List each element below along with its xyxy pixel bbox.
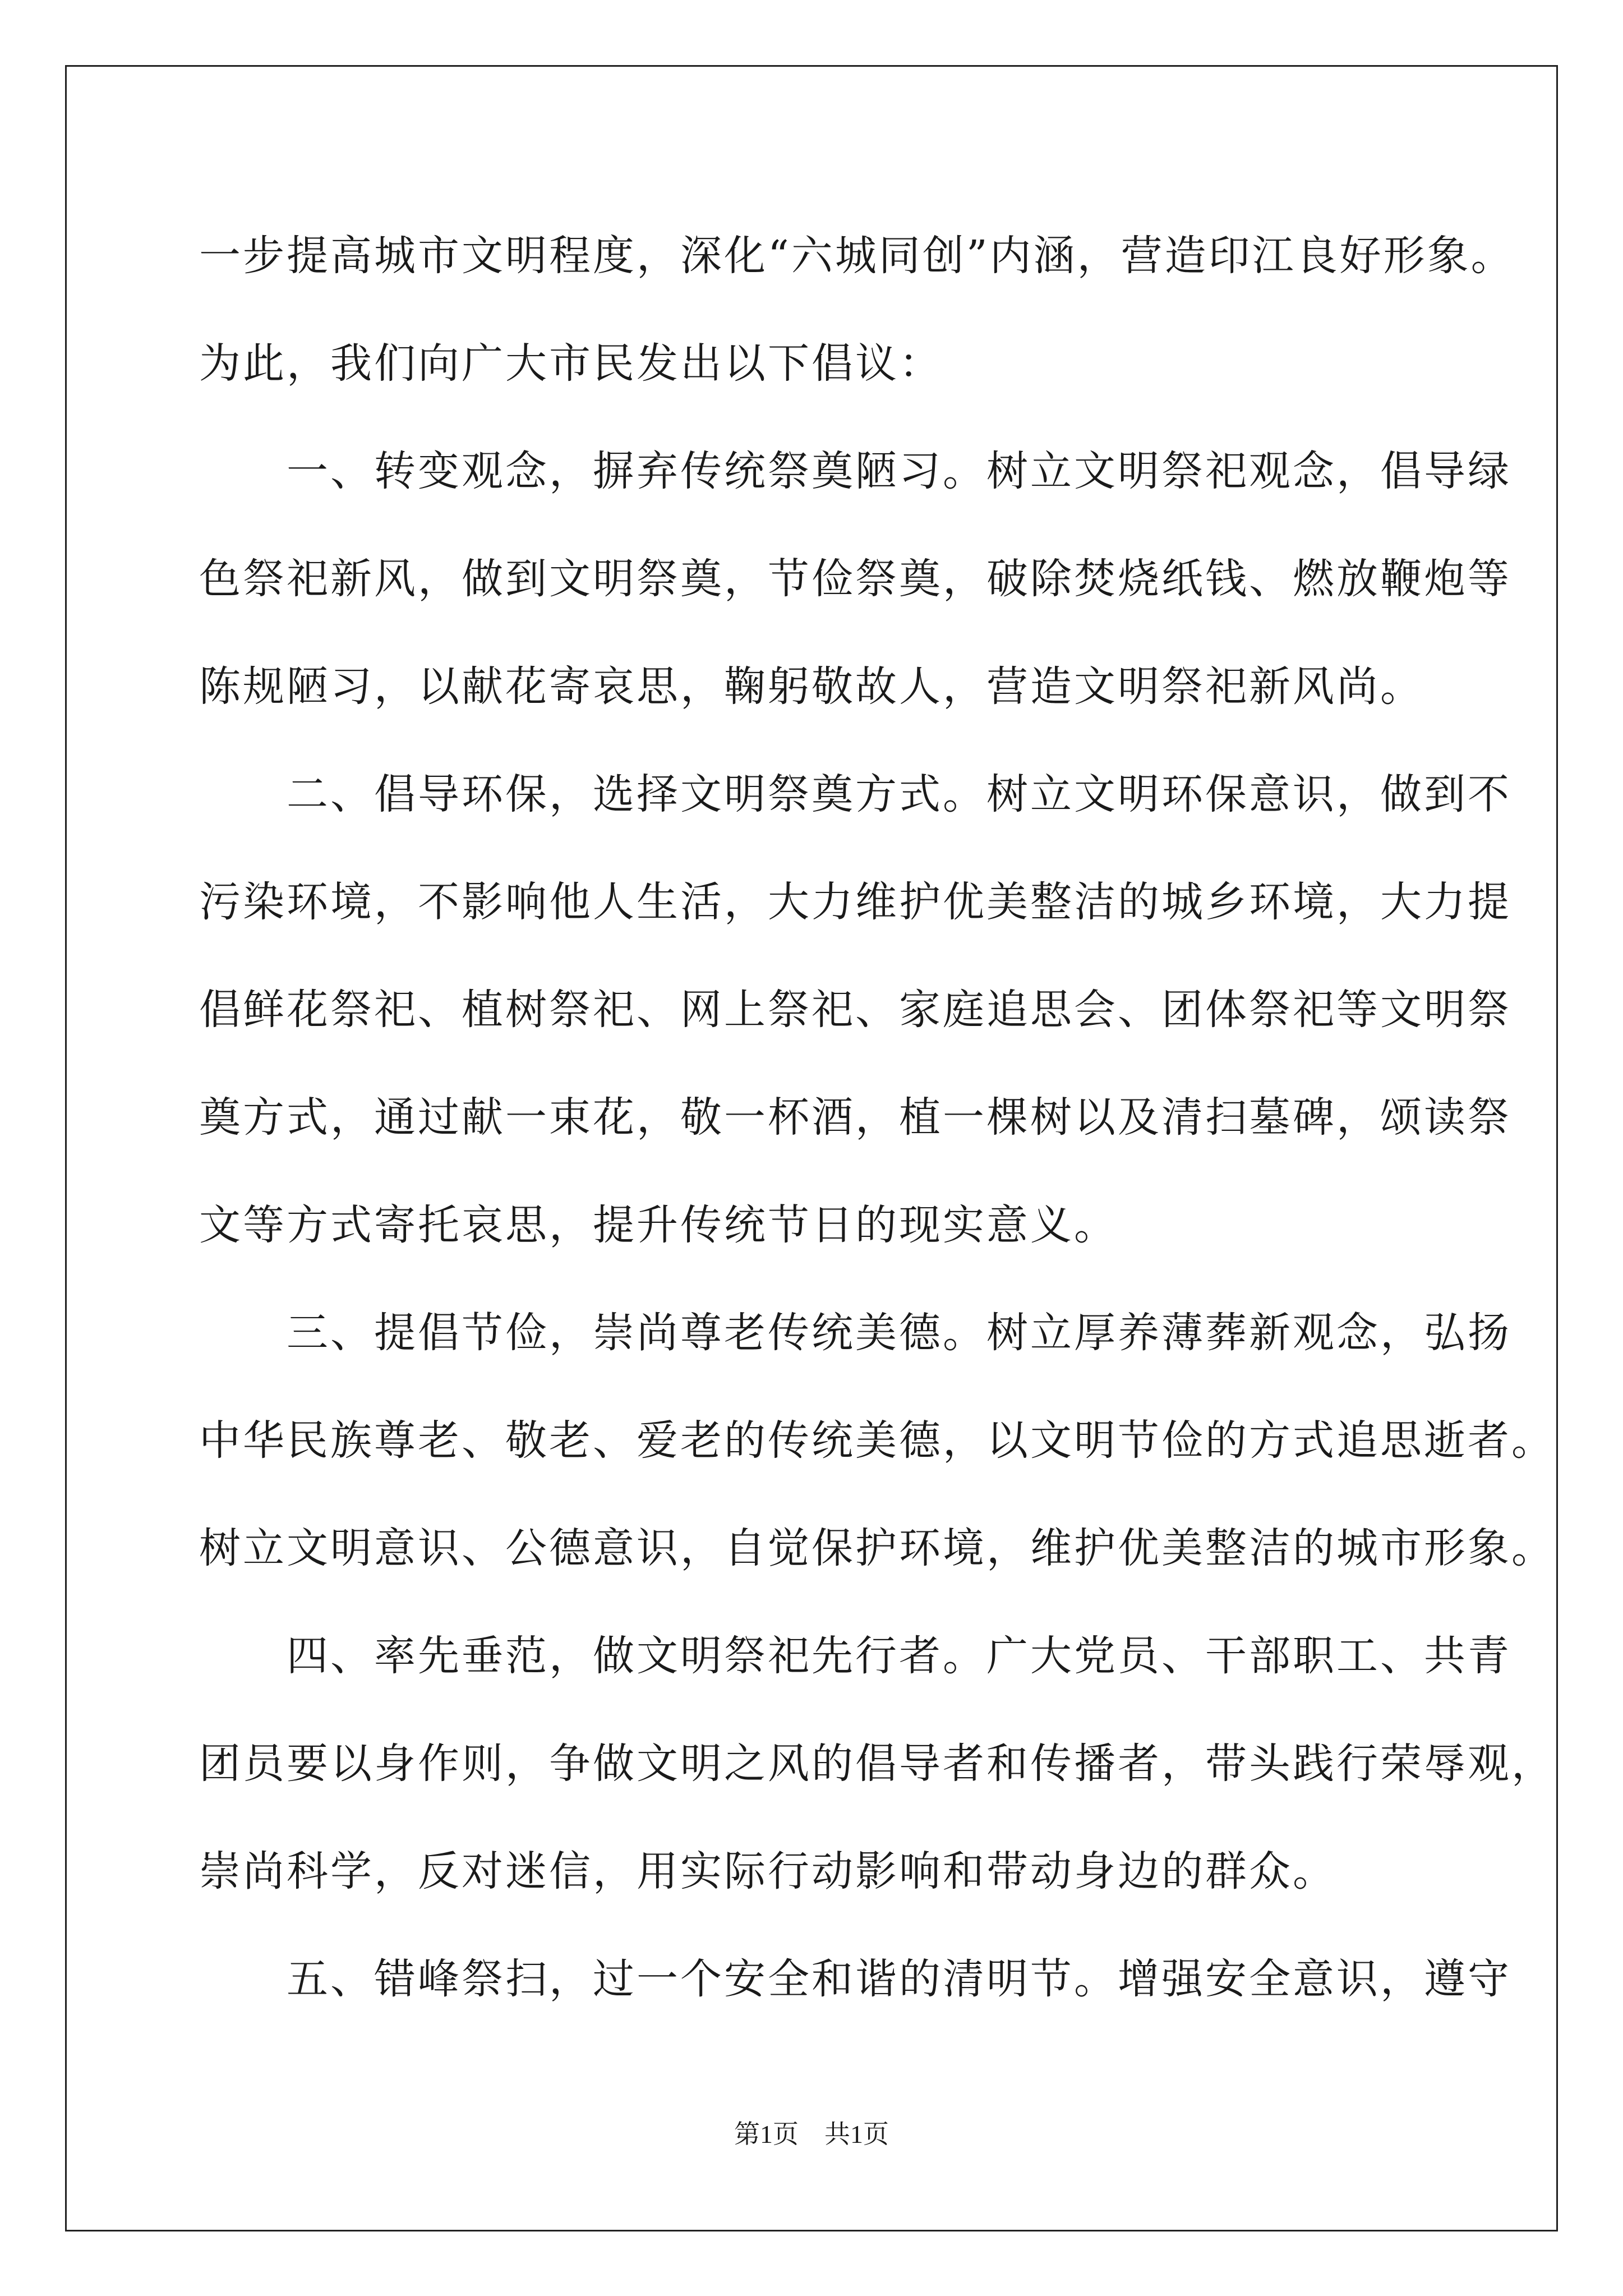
text-line: 一、转变观念，摒弃传统祭奠陋习。树立文明祭祀观念，倡导绿 [199,447,1511,495]
page-number-label: 第1页 共1页 [734,2120,889,2148]
text-line: 二、倡导环保，选择文明祭奠方式。树立文明环保意识，做到不 [199,770,1511,818]
text-line: 色祭祀新风，做到文明祭奠，节俭祭奠，破除焚烧纸钱、燃放鞭炮等 [199,555,1511,603]
document-body [199,202,1555,2033]
text-line: 团员要以身作则，争做文明之风的倡导者和传播者，带头践行荣辱观， [199,1740,1555,1788]
text-line: 陈规陋习，以献花寄哀思，鞠躬敬故人，营造文明祭祀新风尚。 [199,662,1424,711]
page-footer [0,2118,1623,2151]
text-line: 三、提倡节俭，崇尚尊老传统美德。树立厚养薄葬新观念，弘扬 [199,1309,1511,1357]
text-line: 奠方式，通过献一束花，敬一杯酒，植一棵树以及清扫墓碑，颂读祭 [199,1093,1511,1142]
text-line: 四、率先垂范，做文明祭祀先行者。广大党员、干部职工、共青 [199,1632,1511,1680]
text-line: 倡鲜花祭祀、植树祭祀、网上祭祀、家庭追思会、团体祭祀等文明祭 [199,986,1511,1034]
text-line: 文等方式寄托哀思，提升传统节日的现实意义。 [199,1201,1118,1249]
text-line: 一步提高城市文明程度，深化“六城同创”内涵，营造印江良好形象。 [199,232,1515,280]
text-line: 崇尚科学，反对迷信，用实际行动影响和带动身边的群众。 [199,1847,1336,1895]
text-line: 树立文明意识、公德意识，自觉保护环境，维护优美整洁的城市形象。 [199,1524,1555,1572]
text-line: 中华民族尊老、敬老、爱老的传统美德，以文明节俭的方式追思逝者。 [199,1416,1555,1465]
text-line: 为此，我们向广大市民发出以下倡议： [199,339,943,388]
text-line: 污染环境，不影响他人生活，大力维护优美整洁的城乡环境，大力提 [199,878,1511,926]
text-line: 五、错峰祭扫，过一个安全和谐的清明节。增强安全意识，遵守 [199,1955,1511,2003]
